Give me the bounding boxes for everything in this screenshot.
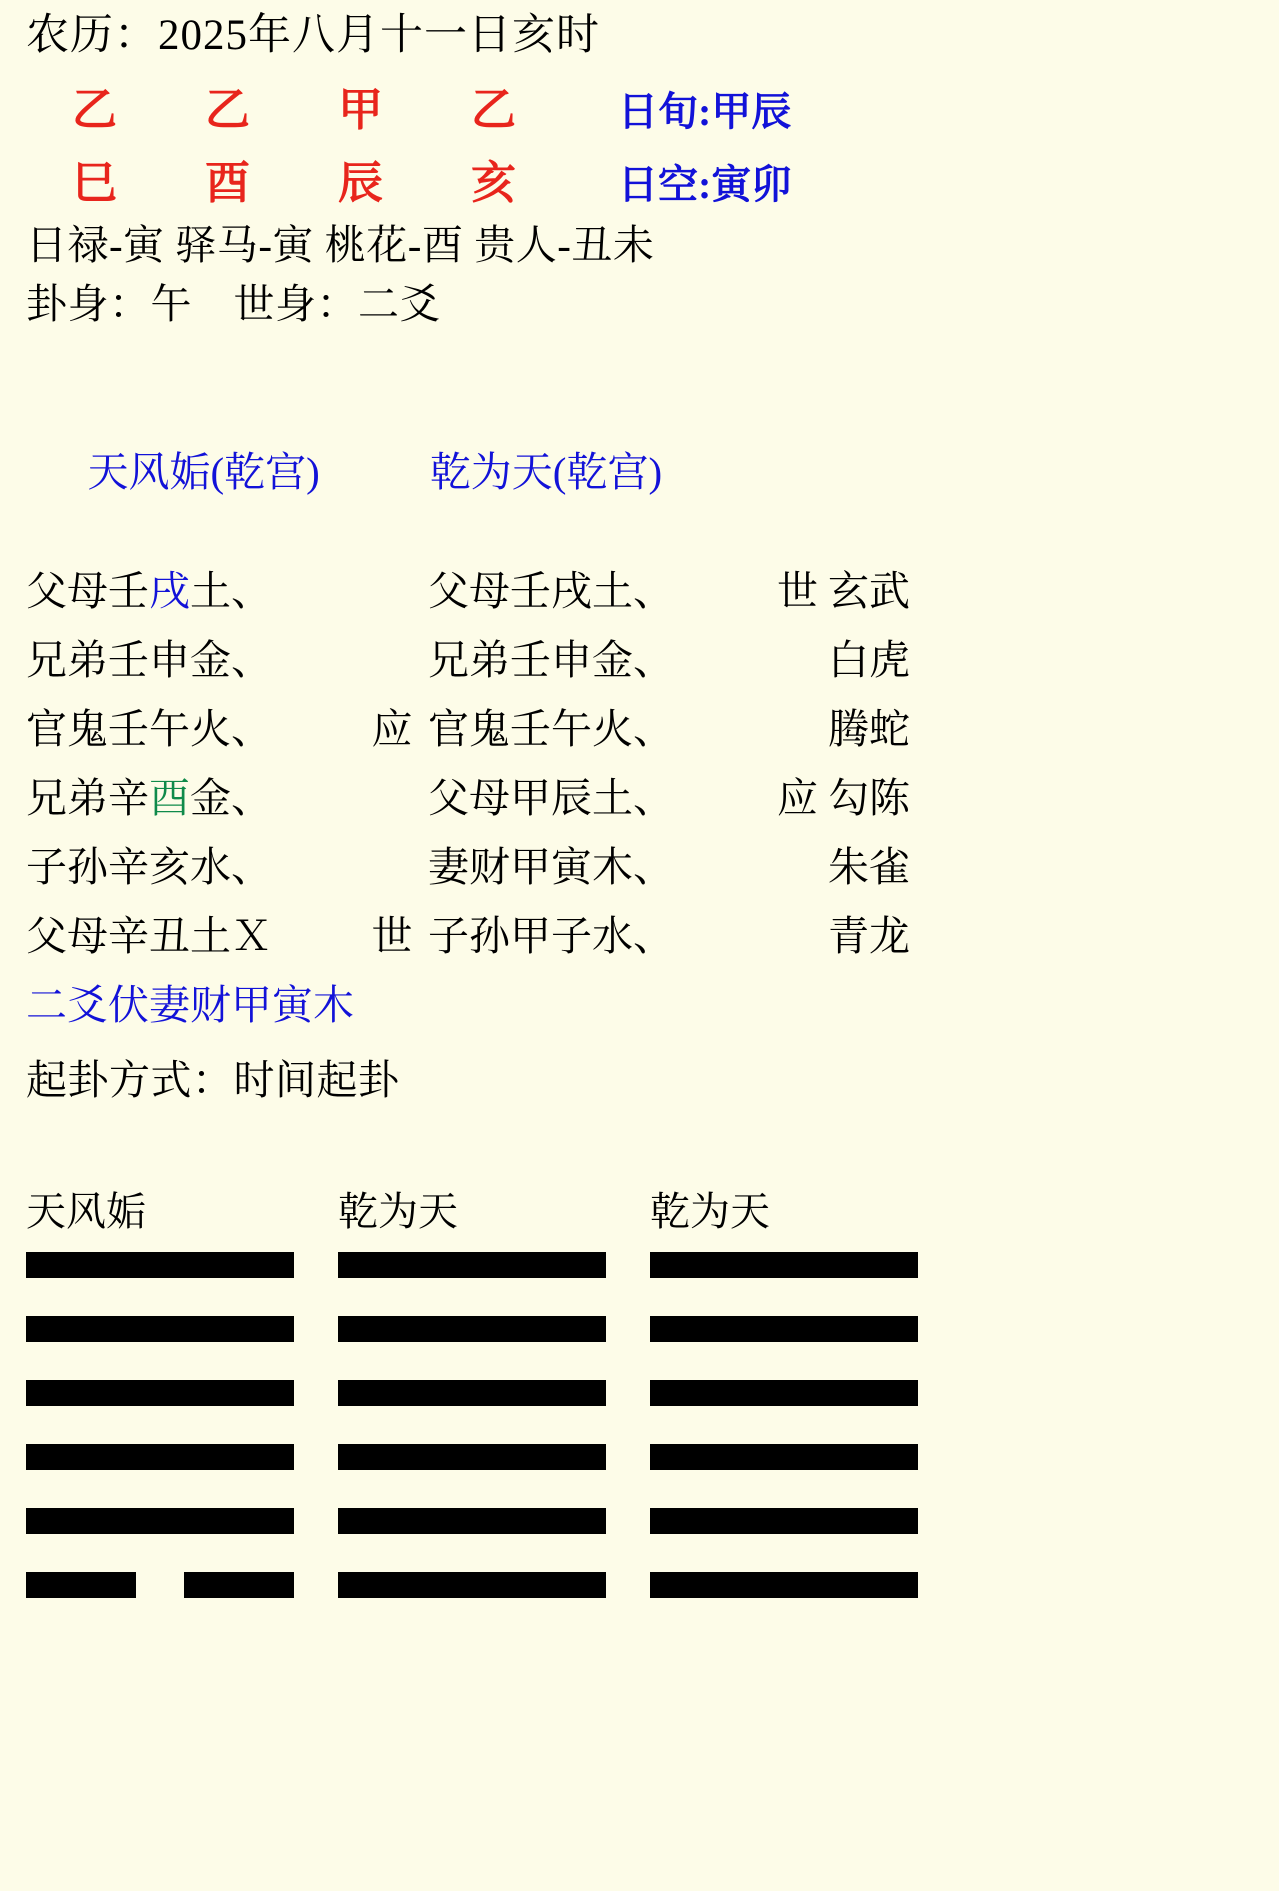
yao-beast: 勾陈	[828, 775, 910, 821]
yao-left-text	[26, 765, 356, 824]
heavenly-stems-row	[26, 73, 1279, 138]
yao-left-highlight: 戌	[149, 568, 190, 614]
hexagram-line-yang	[26, 1252, 294, 1278]
hexagram-line-yang	[650, 1508, 918, 1534]
yang-bar	[650, 1252, 918, 1278]
hexagram-line-yang	[650, 1444, 918, 1470]
yang-bar	[650, 1380, 918, 1406]
stem-month: 乙	[205, 85, 251, 135]
hexagram-lines	[338, 1252, 606, 1598]
yao-beast: 青龙	[828, 913, 910, 959]
yao-right-text: 兄弟壬申金、	[428, 637, 674, 683]
yao-left-pre: 父母辛丑土Ｘ	[26, 913, 272, 959]
hexagram-line-yang	[650, 1316, 918, 1342]
yao-left-post: 土、	[190, 568, 272, 614]
yao-left-text	[26, 627, 356, 686]
yao-row	[26, 627, 1279, 686]
lunar-date-line: 农历：2025年八月十一日亥时	[26, 12, 600, 59]
hexagram-line-yang	[338, 1572, 606, 1598]
yao-left-post: 金、	[190, 775, 272, 821]
hexagram-line-yang	[338, 1444, 606, 1470]
divination-method-line: 起卦方式：时间起卦	[26, 1057, 400, 1103]
hexagram-title: 乾为天	[338, 1189, 458, 1234]
yin-bar-left	[26, 1572, 136, 1598]
kong-label: 日空:寅卯	[618, 162, 792, 207]
hexagram-line-yang	[650, 1380, 918, 1406]
yao-right-text: 子孙甲子水、	[428, 913, 674, 959]
hexagram-line-yang	[338, 1252, 606, 1278]
yin-bar-right	[184, 1572, 294, 1598]
branch-hour: 亥	[471, 158, 517, 208]
yang-bar	[338, 1380, 606, 1406]
yao-left-text	[26, 903, 356, 962]
yang-bar	[650, 1508, 918, 1534]
yao-left-pre: 兄弟辛	[26, 775, 149, 821]
yang-bar	[650, 1316, 918, 1342]
yao-beast: 白虎	[828, 637, 910, 683]
hexagram-line-yang	[338, 1508, 606, 1534]
yang-bar	[338, 1316, 606, 1342]
hexagram-line-yang	[26, 1444, 294, 1470]
xun-label: 日旬:甲辰	[618, 89, 792, 134]
yang-bar	[26, 1252, 294, 1278]
hexagram-line-yang	[338, 1316, 606, 1342]
yang-bar	[338, 1252, 606, 1278]
yao-left-pre: 子孙辛亥水、	[26, 844, 272, 890]
yang-bar	[338, 1508, 606, 1534]
hexagram-line-yang	[26, 1316, 294, 1342]
hexagram-line-yang	[338, 1380, 606, 1406]
yao-left-pre: 父母壬	[26, 568, 149, 614]
header-info	[0, 14, 1279, 325]
yang-bar	[338, 1444, 606, 1470]
yao-left-mark: 世	[371, 913, 413, 959]
hexagram-title: 乾为天	[650, 1189, 770, 1234]
hexagram-column	[650, 1180, 918, 1636]
yao-left-text	[26, 558, 356, 617]
yao-right-mark: 世	[777, 568, 818, 614]
hexagram-diagram-area	[0, 1180, 1279, 1636]
yao-left-highlight: 酉	[149, 775, 190, 821]
hexagram-lines	[650, 1252, 918, 1598]
stem-year: 乙	[72, 85, 118, 135]
yao-right-text: 妻财甲寅木、	[428, 844, 674, 890]
yao-right-text: 官鬼壬午火、	[428, 706, 674, 752]
yao-right-mark: 应	[777, 775, 818, 821]
changed-gua-name: 乾为天(乾宫)	[429, 449, 663, 495]
branch-month: 酉	[205, 158, 251, 208]
hexagram-column	[338, 1180, 606, 1636]
hexagram-line-yang	[26, 1508, 294, 1534]
hexagram-line-yang	[26, 1380, 294, 1406]
earthly-branches-row	[26, 146, 1279, 211]
gua-detail-block	[0, 391, 1279, 1106]
yao-beast: 朱雀	[828, 844, 910, 890]
yao-left-text	[26, 834, 356, 893]
hexagram-column	[26, 1180, 294, 1636]
yang-bar	[26, 1508, 294, 1534]
luck-indicators-line: 日禄-寅 驿马-寅 桃花-酉 贵人-丑未	[26, 222, 655, 268]
yao-right-text: 父母壬戌土、	[428, 568, 674, 614]
yang-bar	[26, 1380, 294, 1406]
yao-row	[26, 765, 1279, 824]
guashen-line: 卦身：午 世身：二爻	[26, 281, 441, 327]
yao-beast: 玄武	[828, 568, 910, 614]
yao-row	[26, 558, 1279, 617]
hexagram-lines	[26, 1252, 294, 1598]
yao-row	[26, 903, 1279, 962]
stem-day: 甲	[338, 85, 384, 135]
yin-bar-gap	[136, 1572, 184, 1598]
yao-row	[26, 696, 1279, 755]
hexagram-line-yang	[650, 1572, 918, 1598]
hexagram-title: 天风姤	[26, 1189, 146, 1234]
hexagram-line-yin	[26, 1572, 294, 1598]
yao-left-pre: 官鬼壬午火、	[26, 706, 272, 752]
yang-bar	[650, 1444, 918, 1470]
branch-year: 巳	[72, 158, 118, 208]
yang-bar	[26, 1444, 294, 1470]
yang-bar	[338, 1572, 606, 1598]
yao-left-text	[26, 696, 356, 755]
hexagram-line-yang	[650, 1252, 918, 1278]
fushen-line: 二爻伏妻财甲寅木	[26, 982, 354, 1028]
stem-hour: 乙	[471, 85, 517, 135]
yao-left-pre: 兄弟壬申金、	[26, 637, 272, 683]
yao-row	[26, 834, 1279, 893]
yang-bar	[650, 1572, 918, 1598]
primary-gua-name: 天风姤(乾宫)	[87, 449, 320, 495]
yang-bar	[26, 1316, 294, 1342]
branch-day: 辰	[338, 158, 384, 208]
yao-beast: 腾蛇	[828, 706, 910, 752]
gua-names-row	[26, 391, 1279, 546]
yao-right-text: 父母甲辰土、	[428, 775, 674, 821]
yao-left-mark: 应	[371, 706, 413, 752]
